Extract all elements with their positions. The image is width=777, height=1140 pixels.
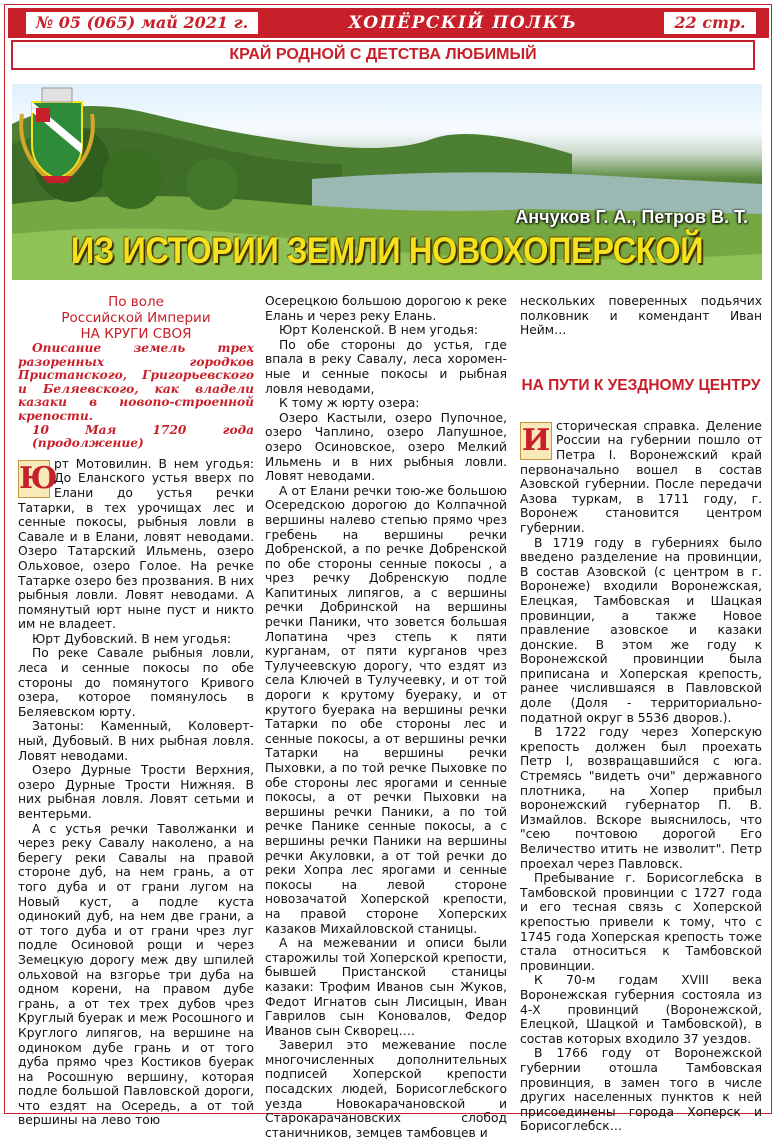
rubric-title: КРАЙ РОДНОЙ С ДЕТСТВА ЛЮБИМЫЙ [11, 40, 755, 70]
section-heading [18, 294, 254, 342]
paragraph: По реке Савале рыбныя ловли, леса и сенные покосы по обе стороны до помянутого Кривого озера, которое помянулось в Беляевском юрту. [18, 646, 254, 719]
column-1 [18, 294, 254, 1128]
section-heading-line-1: По воле [108, 294, 164, 310]
article-date: 10 Мая 1720 года (продолжение) [32, 422, 254, 451]
page-number: 22 стр. [664, 12, 756, 34]
paragraph: По обе стороны до устья, где впала в реку Савалу, леса хоромен-ные и сенные покосы и рыбная ловля неводами, [265, 337, 507, 396]
paragraph: В 1766 году от Воронежской губернии отошла Тамбовская провинция, в замен того в числе других населенных пунктов к ней присоединены города Хоперск и Борисоглебск… [520, 1046, 762, 1134]
paragraph: К тому ж юрту озера: [279, 396, 420, 411]
article-intro: Описание земель трех разоренных городков Пристанского, Григорьевского и Беляевского, как владели казаки в новопо-строенной крепости. [18, 341, 254, 423]
landscape-river-photo [12, 84, 762, 280]
section-heading-line-2: Российской Империи [61, 310, 211, 326]
column-3 [520, 294, 762, 1134]
paragraph: В 1722 году через Хоперскую крепость должен был проехать Петр I, возвращавшийся с юга. Стремясь "видеть очи" державного плотника, на Хопер прибыл воронежский губернатор П. В. Измайлов. Вскоре выяснилось, что "сею почтовою дорогой Его Величество итить не изволит". Петр проехал через Павловск. [520, 725, 762, 871]
paragraph: А от Елани речки тою-же большою Осередскою дорогою до Колпачной вершины налево степью прямо чрез гребень на вершины речки Добренской, а по речке Добренской по обе стороны сенные покосы , а чрез речку Добренскую подле Капитиных липягов, а с вершины речки Добринской на вершины речки Паники, что зовется большая Лопатина чрез степь к пяти курганам, от пяти курганов чрез Тулучеевскую дорогу, что ездят из села Ключей в Тулучеевку, и от той дороги к крутому буераку, и от крутого буерака на вершины речки Татарки по обе стороны лес и сенные покосы, а от вершины речки Татарки на вершины речки Пыховки, а по той речке Пыховке по обе стороны лес ярогами и сенные покосы, а от речки Пыховки на вершины речки Паники, а по той речке Панике сенные покосы, а с вершины речки Паники на вершины речки Акуловки, а от той речки до реки Хопра лес ярогами и сенные покосы на левой стороне новозачатой Хоперской крепости, на правой стороне Хоперских казаков Михайловской станицы. [265, 483, 507, 936]
paragraph: Озеро Кастыли, озеро Пупочное, озеро Чаплино, озеро Лапушное, озеро Осиновское, озеро Мелкий Ильмень и в них рыбныя ловли. Ловят неводами. [265, 410, 507, 484]
paragraph: Юрт Коленской. В нем угодья: [279, 323, 479, 338]
paragraph: К 70-м годам XVIII века Воронежская губерния состояла из 4-Х провинций (Воронежской, Елецкой, Шацкой и Тамбовской), в состав которых входило 37 уездов. [520, 973, 762, 1046]
column-2 [265, 294, 507, 1140]
paragraph: сторическая справка. Деление России на губернии пошло от Петра I. Воронежский край первоначально вошел в состав Азовской губернии. После передачи Азова туркам, в 1711 году, г. Воронеж становится центром губернии. [520, 418, 762, 535]
paragraph: А с устья речки Таволжанки и через реку Савалу наколено, а на берегу реки Савалы на правой стороне дуб, на нем грань, а от того дуба и от грани лугом на Новый куст, а подле куста одинокий дуб, на нем две грани, а от того дуба и от грани чрез луг подле Осиновой рощи и через Земецкую дорогу меж дву шпилей ольховой на взгорье три дуба на одном корени, на правом дубе грань, а от тех трех дубов чрез Круглый буерак и меж Росошного и Круглого липягов, на вершине на одиноком дубе грань и от того дуба прямо чрез Костиков буерак на Росошную вершину, которая подле большой Павловской дороги, что ездят на Осередь, а от той вершины на лево тою [18, 821, 254, 1128]
paragraph: рт Мотовилин. В нем угодья: До Еланского устья вверх по Елани до устья речки Татарки, в тех урочищах лес и сенные покосы, рыбныя ловли в Савале и в Елани, ловят неводами. Озеро Татарский Ильмень, озеро Ольховое, озеро Голое. На речке Татарке озеро без прозвания. В них рыбныя ловли. Ловят неводами. А помянутый юрт ныне пуст и никто им не владеет. [18, 456, 254, 632]
paragraph: Пребывание г. Борисоглебска в Тамбовской провинции с 1727 года и его тесная связь с Хоперской крепостью привели к тому, что с 1745 года Хоперская крепость тоже стала относиться к Тамбовской провинции. [520, 871, 762, 973]
paragraph: В 1719 году в губерниях было введено разделение на провинции, В состав Азовской (с центром в г. Воронеже) входили Воронежская, Елецкая, Тамбовская и Шацкая провинции, а также Новое правление азовское и казаки донские. В этом же году к Воронежской провинции была приписана и Хоперская крепость, ранее числившаяся в Павловской доле (Доля - территориально-податной округ в 5536 дворов.). [520, 535, 762, 725]
paragraph: Заверил это межевание после многочисленных дополнительных подписей Хоперской крепости посадских людей, Борисоглебского уезда Новокарачановской и Старокарачановских слобод станичников, земцев тамбовцев и [265, 1038, 507, 1140]
paragraph: нескольких поверенных подьячих полковник и комендант Иван Нейм… [520, 294, 762, 338]
subsection-heading: НА ПУТИ К УЕЗДНОМУ ЦЕНТРУ [521, 376, 761, 394]
newspaper-title: ХОПЁРСКIЙ ПОЛКЪ [348, 13, 578, 33]
paragraph: А на межевании и описи были старожилы той Хоперской крепости, бывшей Пристанской станицы казаки: Трофим Иванов сын Жуков, Федот Игнатов сын Лисицын, Иван Гаврилов сын Коновалов, Федор Иванов сын Скворец…. [265, 936, 507, 1038]
paragraph: Осерецкою большою дорогою к реке Елань и через реку Елань. [265, 294, 507, 323]
paragraph: Затоны: Каменный, Коловерт-ный, Дубовый. В них рыбная ловля. Ловят неводами. [18, 719, 254, 763]
drop-cap: И [521, 422, 551, 458]
masthead [8, 8, 769, 38]
drop-cap: Ю [19, 460, 58, 496]
coat-of-arms-icon [12, 84, 102, 184]
issue-number: № 05 (065) май 2021 г. [26, 12, 258, 34]
article-authors: Анчуков Г. А., Петров В. Т. [515, 207, 748, 227]
paragraph: Юрт Дубовский. В нем угодья: [32, 631, 232, 646]
section-heading-line-3: НА КРУГИ СВОЯ [80, 326, 192, 342]
paragraph: Озеро Дурные Трости Верхния, озеро Дурные Трости Нижняя. В них рыбная ловля. Ловят сетьми и вентерьми. [18, 763, 254, 821]
article-headline: ИЗ ИСТОРИИ ЗЕМЛИ НОВОХОПЕРСКОЙ [70, 230, 704, 271]
